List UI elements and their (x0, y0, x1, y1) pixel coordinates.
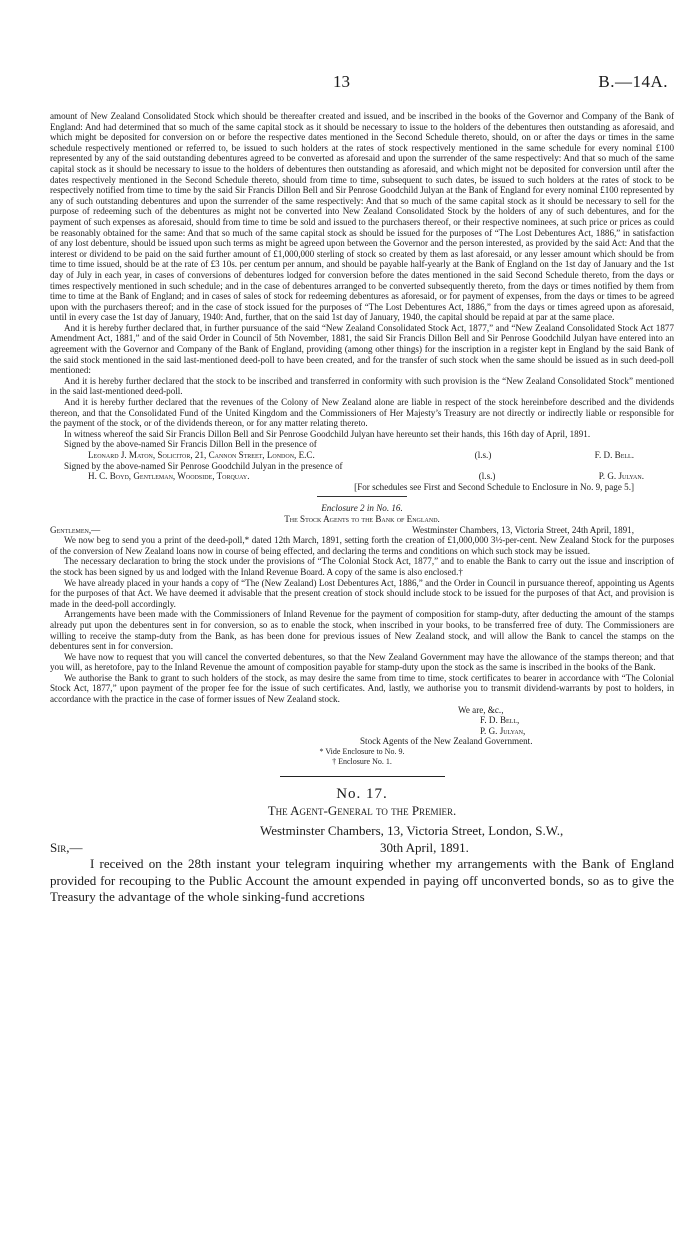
deed-paragraph-3: And it is hereby further declared that the stock to be inscribed and transferred in conformity with such provision is the “New Zealand Consolidated Stock” mentioned in the said last-mentioned deed-poll. (50, 375, 674, 397)
letter-number: No. 17. (336, 786, 388, 803)
letter-divider (280, 776, 445, 777)
enclosure-paragraph-2: The necessary declaration to bring the stock under the provisions of “The Colonial Stock Act, 1877,” and to enable the Bank to carry out the issue and inscription of the stock has been signed by us and lodged with the Inland Revenue Board. A copy of the same is also enclosed.† (50, 556, 674, 577)
signatory-2: P. G. Julyan. (598, 471, 644, 482)
deed-paragraph-2: And it is hereby further declared that, in further pursuance of the said “New Zealand Consolidated Stock Act, 1877,” and “New Zealand Consolidated Stock Act 1877 Amendment Act, 1881,” and of the said Order in Council of 5th November, 1881, the said Sir Francis Dillon Bell and Sir Penrose Goodchild Julyan have entered into an agreement with the Governor and Company of the Bank of England, providing (among other things) for the inscription in a register kept in England by the said Bank of the said stock mentioned in the said last-mentioned deed-poll to have been created, and for the transfer of such stock when the same should be issued as in such deed-poll mentioned: (50, 322, 674, 376)
enclosure-paragraph-5: We have now to request that you will cancel the converted debentures, so that the New Zealand Government may have the allowance of the stamps thereon; and that you will, as heretofore, pay to the Inland Revenue the amount of composition payable for stamp-duty upon the stock as the same is inscribed in the books of the Bank. (50, 651, 674, 673)
document-reference: B.—14A. (598, 72, 668, 91)
enclosure-subtitle: The Stock Agents to the Bank of England. (284, 513, 440, 524)
witness-2: H. C. Boyd, Gentleman, Woodside, Torquay. (88, 471, 250, 482)
page-number: 13 (333, 72, 350, 91)
footnote-2: † Enclosure No. 1. (332, 756, 392, 766)
enclosure-date: Westminster Chambers, 13, Victoria Street, 24th April, 1891, (412, 524, 634, 535)
enclosure-salutation: Gentlemen,— (50, 524, 101, 535)
letter-body: I received on the 28th instant your telegram inquiring whether my arrangements with the Bank of England provided for recouping to the Public Account the amount expended in paying off unconverted bonds, so as to give the Treasury the advantage of the whole sinking-fund accretions (50, 856, 674, 905)
seal-1: (l.s.) (474, 450, 492, 460)
schedule-note: [For schedules see First and Second Schedule to Enclosure in No. 9, page 5.] (354, 481, 634, 492)
signature-line-2: Signed by the above-named Sir Penrose Goodchild Julyan in the presence of (64, 460, 343, 471)
enclosure-paragraph-1: We now beg to send you a print of the deed-poll,* dated 12th March, 1891, setting forth the creation of £1,000,000 3½-per-cent. New Zealand Stock for the purposes of the conversion of New Zealand loans now in course of being effected, and declaring the terms and conditions on which such stock may be issued. (50, 535, 674, 556)
deed-paragraph-1: amount of New Zealand Consolidated Stock which should be thereafter created and issued, and be inscribed in the books of the Governor and Company of the Bank of England: And had determined that so much of the same capital stock as it should be necessary to issue to the holders of the debentures then outstanding as aforesaid, and which might be deposited for conversion on or before the respective dates mentioned in the Second Schedule thereto, should, on or after the days or times in the same schedule respectively mentioned or referred to, be issued to such holders at the rates of stock respectively mentioned in the same schedule for every nominal £100 represented by any of the said outstanding debentures agreed to be converted as aforesaid and upon the surrender of the same respectively: And that so much of the same capital stock as it should be necessary to issue to the holders of debentures then outstanding as aforesaid, and which might not be deposited for conversion until after the dates respectively mentioned in the Second Schedule thereto, should from time to time, subsequent to such dates, be issued to such holders at the rates of stock to be respectively notified from time to time by the said Sir Francis Dillon Bell and Sir Penrose Goodchild Julyan at the Bank of England for every nominal £100 represented by any of such outstanding debentures and upon the surrender of the same respectively: And that so much of the same capital stock as it should be necessary to sell for the purpose of redeeming such of the debentures as might not be converted into New Zealand Consolidated Stock by the holders of any of such debentures, and for the payment of such expenses as aforesaid, should from time to time be sold and issued to the purchasers thereof, or their respective nominees, at such price or prices as could be reasonably obtained for the same: And that so much of the same capital stock as should be issued for the purposes of “The Lost Debentures Act, 1886,” in satisfaction of any lost debenture, should be issued upon such terms as might be agreed upon between the Governor and the person interested, as provided by the said Act: And that the interest or dividend to be paid on the said further amount of £1,000,000 sterling of stock so created by them as last aforesaid, or any lesser amount which should be from time to time issued, should be at the rate of £3 10s. per centum per annum, and should be payable half-yearly at the Bank of England on the 1st day of January and the 1st day of July in each year, in cases of conversions of debentures lodged for conversion before the dates mentioned in the said Second Schedule thereto, from the days or times respectively mentioned in such schedule; and in the case of debentures arranged to be converted subsequently thereto, from the days or times notified by them from time to time at the Bank of England; and in cases of sales of stock for redeeming debentures as aforesaid, or for payment of expenses, from the days or times to be agreed upon with the purchasers thereof; and in the case of stock issued for the purposes of “The Lost Debentures Act, 1886,” from the days or times agreed upon as aforesaid, until in every case the 1st day of January, 1940: And, further, that on the said 1st day of January, 1940, the capital should be repaid at par at the same place. (50, 111, 674, 323)
enclosure-paragraph-6: We authorise the Bank to grant to such holders of the stock, as may desire the same from time to time, stock certificates to bearer in accordance with “The Colonial Stock Act, 1877,” upon payment of the proper fee for the issue of such certificates. And, lastly, we authorise you to transmit dividend-warrants by post to holders, in accordance with the practice in the case of former issues of New Zealand stock. (50, 672, 674, 705)
witness-1: Leonard J. Maton, Solicitor, 21, Cannon Street, London, E.C. (88, 450, 315, 460)
deed-paragraph-4: And it is hereby further declared that the revenues of the Colony of New Zealand alone are liable in respect of the stock hereinbefore described and the dividends thereon, and that the Consolidated Fund of the United Kingdom and the Commissioners of Her Majesty’s Treasury are not directly or indirectly liable or responsible for the payment of the stock, or of the dividends thereon, or for any matter relating thereto. (50, 397, 674, 429)
signatory-1: F. D. Bell. (594, 450, 634, 460)
enclosure-paragraph-3: We have already placed in your hands a copy of “The (New Zealand) Lost Debentures Act, 1886,” and the Order in Council in pursuance thereof, appointing us Agents for the purposes of that Act. We have deemed it advisable that the present creation of stock should include stock to be issued for the purposes of that Act, and provision is made in the deed-poll accordingly. (50, 577, 674, 609)
footnote-1: * Vide Enclosure to No. 9. (319, 747, 405, 757)
signature-line-1: Signed by the above-named Sir Francis Dillon Bell in the presence of (64, 439, 317, 450)
letter-address: Westminster Chambers, 13, Victoria Street, London, S.W., (260, 823, 564, 839)
letter-salutation-line (50, 840, 674, 857)
enclosure-signatory-1: F. D. Bell, (480, 715, 520, 726)
enclosure-closing: We are, &c., (458, 704, 504, 715)
signature-block-1 (50, 450, 674, 461)
seal-2: (l.s.) (478, 471, 496, 482)
enclosure-paragraph-4: Arrangements have been made with the Commissioners of Inland Revenue for the payment of composition for stamp-duty, after deducting the amount of the stamps already put upon the debentures sent in for conversion, so as to enable the stock, when inscribed in your books, to be transferred free of duty. The Commissioners are willing to receive the stamp-duty from the Bank, as has been done for previous issues of New Zealand stock, and will allow the Bank to cancel the stamps on the debentures sent in for conversion. (50, 609, 674, 652)
section-divider (317, 496, 407, 497)
letter-heading: The Agent-General to the Premier. (267, 803, 457, 819)
letter-salutation: Sir,— (50, 839, 83, 855)
letter-date: 30th April, 1891. (380, 839, 469, 855)
enclosure-signatory-title: Stock Agents of the New Zealand Government. (360, 736, 533, 747)
enclosure-dateline (50, 525, 674, 536)
document-body (50, 111, 674, 906)
enclosure-signatory-2: P. G. Julyan, (480, 725, 526, 736)
signature-block-2 (50, 471, 674, 482)
enclosure-title: Enclosure 2 in No. 16. (321, 503, 403, 514)
deed-paragraph-5: In witness whereof the said Sir Francis Dillon Bell and Sir Penrose Goodchild Julyan have hereunto set their hands, this 16th day of April, 1891. (64, 428, 591, 439)
